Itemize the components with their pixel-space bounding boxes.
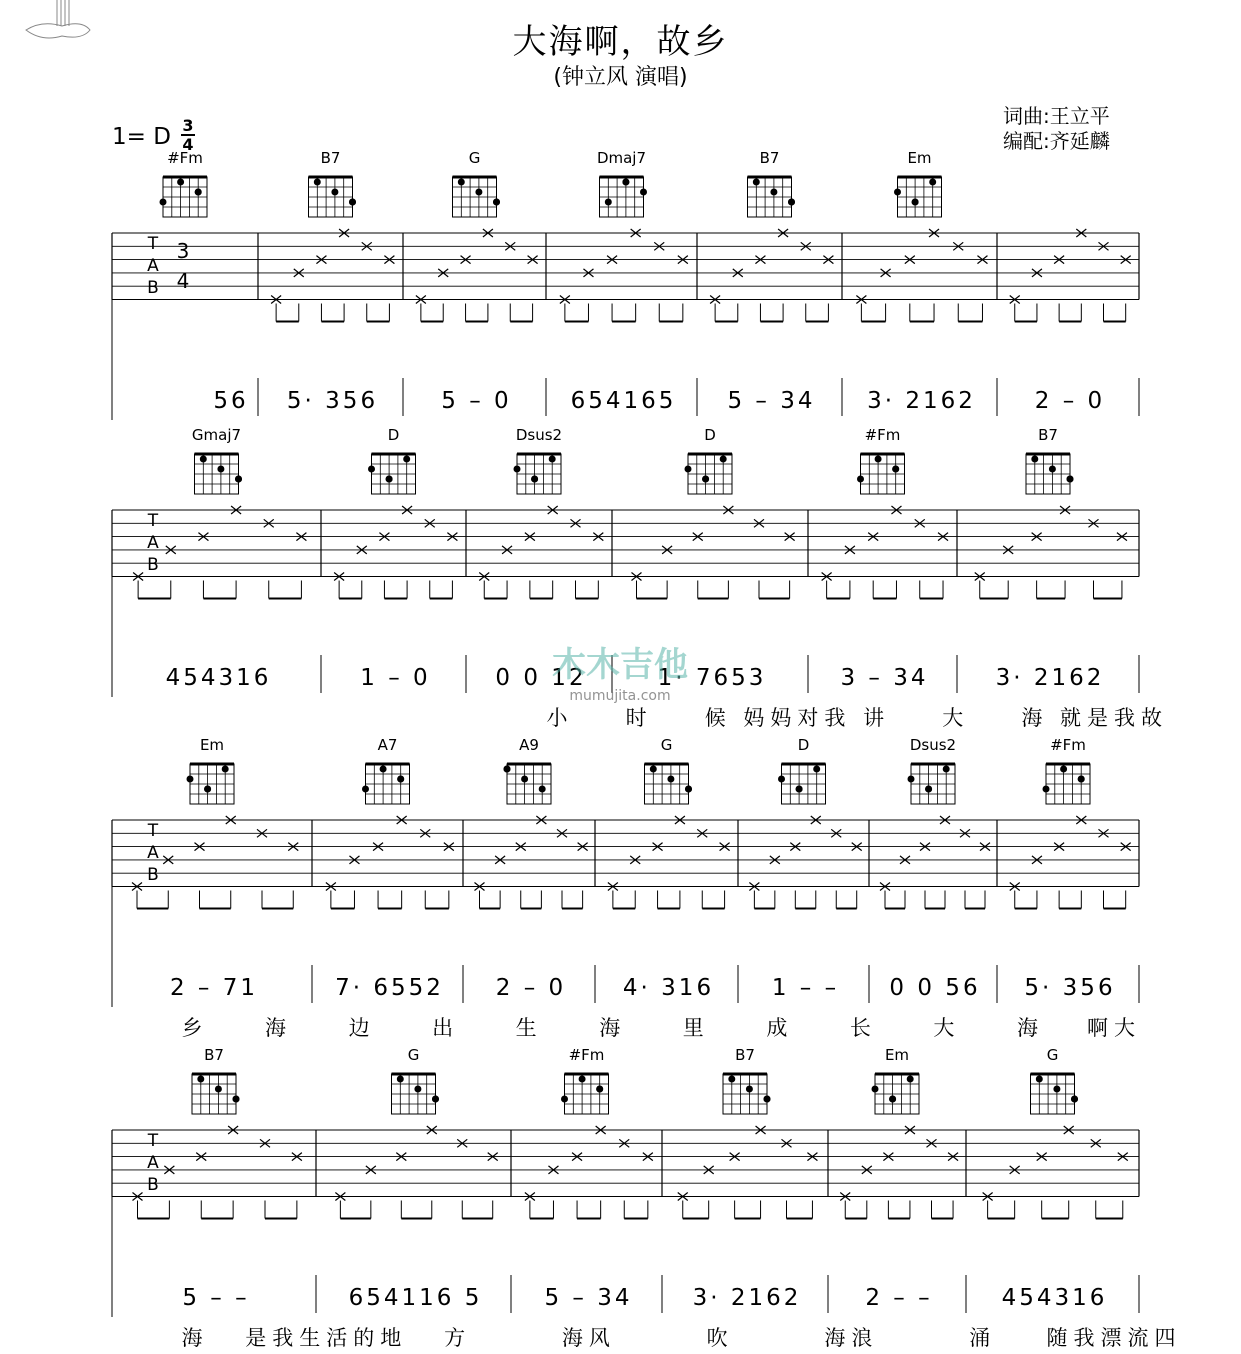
tab-letter: A — [147, 843, 159, 863]
chord-dot — [217, 466, 224, 473]
chord-name: A9 — [519, 736, 539, 754]
numbered-notation: 654116 5 — [348, 1285, 483, 1311]
tab-letter: B — [147, 278, 159, 298]
chord-dot — [531, 476, 538, 483]
numbered-notation: 4· 316 — [622, 975, 715, 1001]
chord-dot — [403, 456, 410, 463]
chord-dot — [685, 466, 692, 473]
numbered-notation: 5· 356 — [286, 388, 379, 414]
lyric: 海风 — [561, 1326, 616, 1350]
chord-dot — [493, 199, 500, 206]
watermark — [552, 645, 688, 704]
chord-dot — [894, 189, 901, 196]
chord-dot — [770, 189, 777, 196]
numbered-notation: 5 – – — [182, 1285, 250, 1311]
lyric: 妈妈对我 — [743, 706, 852, 730]
song-subtitle: (钟立风 演唱) — [553, 65, 688, 90]
chord-dot — [222, 766, 229, 773]
numbered-notation: 654165 — [570, 388, 677, 414]
chord-dot — [622, 179, 629, 186]
time-sig-bottom: 4 — [182, 135, 194, 154]
chord-dot — [1049, 466, 1056, 473]
chord-dot — [702, 476, 709, 483]
chord-name: B7 — [320, 149, 341, 167]
chord-name: B7 — [204, 1046, 224, 1064]
chord-dot — [1031, 456, 1038, 463]
numbered-notation: 5· 356 — [1024, 975, 1116, 1001]
chord-name: B7 — [735, 1046, 755, 1064]
chord-name: G — [468, 149, 481, 167]
chord-dot — [889, 1096, 896, 1103]
chord-dot — [195, 189, 202, 196]
numbered-notation: 2 – 0 — [495, 975, 567, 1001]
chord-name: B7 — [1038, 426, 1058, 444]
numbered-notation: 2 – 71 — [169, 975, 259, 1001]
lyric: 出 — [432, 1016, 460, 1040]
numbered-notation: 0 0 12 — [495, 665, 587, 691]
chord-dot — [943, 766, 950, 773]
chord-dot — [215, 1086, 222, 1093]
numbered-notation: 56 — [213, 388, 249, 414]
chord-dot — [521, 776, 528, 783]
chord-name: #Fm — [568, 1046, 605, 1064]
chord-dot — [908, 776, 915, 783]
chord-dot — [796, 786, 803, 793]
chord-name: Em — [199, 736, 225, 754]
lyric: 小 — [546, 706, 574, 730]
tab-letter: B — [147, 865, 159, 885]
lyric: 吹 — [706, 1326, 734, 1350]
lyric: 海浪 — [824, 1326, 879, 1350]
chord-dot — [788, 199, 795, 206]
lyric: 就是我故 — [1060, 706, 1168, 730]
chord-name: Dsus2 — [515, 426, 563, 444]
chord-dot — [197, 1076, 204, 1083]
chord-name: #Fm — [1050, 736, 1086, 754]
chord-dot — [475, 189, 482, 196]
chord-name: Gmaj7 — [191, 426, 242, 444]
chord-dot — [640, 189, 647, 196]
chord-dot — [349, 199, 356, 206]
chord-dot — [362, 786, 369, 793]
time-sig-top: 3 — [182, 116, 194, 135]
lyric: 海 — [181, 1326, 209, 1350]
lyric: 海 — [599, 1016, 627, 1040]
lyric: 乡 — [181, 1016, 209, 1040]
lyric: 海 — [265, 1016, 293, 1040]
numbered-notation: 3· 2162 — [867, 388, 976, 414]
lyric: 生 — [515, 1016, 543, 1040]
chord-name: G — [660, 736, 673, 754]
chord-dot — [875, 456, 882, 463]
numbered-notation: 3 – 34 — [840, 665, 929, 691]
chord-dot — [458, 179, 465, 186]
chord-dot — [204, 786, 211, 793]
credit-lyrics-music: 词曲:王立平 — [1003, 104, 1110, 128]
chord-dot — [685, 786, 692, 793]
chord-dot — [778, 776, 785, 783]
chord-name: A7 — [377, 736, 398, 754]
chord-dot — [720, 456, 727, 463]
lyric: 大 — [942, 706, 970, 730]
chord-dot — [331, 189, 338, 196]
lyric: 长 — [849, 1016, 877, 1040]
numbered-notation: 5 – 34 — [544, 1285, 633, 1311]
numbered-notation: 0 0 56 — [889, 975, 981, 1001]
chord-dot — [1067, 476, 1074, 483]
lyric: 是我生活的地 — [245, 1326, 408, 1350]
chord-dot — [380, 766, 387, 773]
tab-letter: B — [147, 555, 159, 575]
chord-dot — [929, 179, 936, 186]
song-title: 大海啊，故乡 — [512, 22, 729, 62]
chord-dot — [605, 199, 612, 206]
chord-name: G — [1046, 1046, 1059, 1064]
key-signature: 1= D — [112, 124, 171, 150]
chord-dot — [753, 179, 760, 186]
chord-dot — [925, 786, 932, 793]
lyric: 海 — [1021, 706, 1049, 730]
chord-dot — [414, 1086, 421, 1093]
chord-dot — [764, 1096, 771, 1103]
chord-dot — [368, 466, 375, 473]
chord-dot — [233, 1096, 240, 1103]
chord-name: Dsus2 — [909, 736, 957, 754]
lyric: 海 — [1016, 1016, 1044, 1040]
chord-dot — [561, 1096, 568, 1103]
numbered-notation: 2 – 0 — [1034, 388, 1106, 414]
lyric: 候 — [704, 706, 732, 730]
chord-dot — [397, 1076, 404, 1083]
tab-letter: T — [147, 234, 159, 254]
lyric: 随我漂流四 — [1046, 1326, 1182, 1350]
tab-letter: A — [147, 533, 159, 553]
chord-name: B7 — [759, 149, 780, 167]
tab-letter: T — [147, 821, 159, 841]
numbered-notation: 1 – 0 — [360, 665, 431, 691]
chord-name: D — [704, 426, 716, 444]
numbered-notation: 3· 2162 — [692, 1285, 802, 1311]
chord-dot — [432, 1096, 439, 1103]
numbered-notation: 454316 — [1001, 1285, 1108, 1311]
chord-dot — [539, 786, 546, 793]
chord-dot — [386, 476, 393, 483]
watermark-url: mumujita.com — [569, 688, 671, 704]
chord-name: #Fm — [864, 426, 901, 444]
chord-dot — [235, 476, 242, 483]
lyric: 大 — [933, 1016, 961, 1040]
tab-letter: T — [147, 511, 159, 531]
chord-name: Em — [884, 1046, 910, 1064]
chord-dot — [857, 476, 864, 483]
chord-dot — [177, 179, 184, 186]
chord-dot — [650, 766, 657, 773]
chord-name: Dmaj7 — [596, 149, 647, 167]
chord-dot — [160, 199, 167, 206]
numbered-notation: 2 – – — [865, 1285, 933, 1311]
chord-dot — [579, 1076, 586, 1083]
chord-dot — [504, 766, 511, 773]
lyric: 啊大 — [1087, 1016, 1141, 1040]
chord-dot — [912, 199, 919, 206]
chord-name: #Fm — [167, 149, 203, 167]
chord-dot — [746, 1086, 753, 1093]
chord-dot — [200, 456, 207, 463]
chord-dot — [1060, 766, 1067, 773]
tab-letter: T — [147, 1131, 159, 1151]
chord-dot — [813, 766, 820, 773]
tab-letter: B — [147, 1175, 159, 1195]
chord-dot — [397, 776, 404, 783]
numbered-notation: 5 – 0 — [441, 388, 512, 414]
lyric: 方 — [444, 1326, 472, 1350]
numbered-notation: 1 – – — [771, 975, 840, 1001]
chord-dot — [872, 1086, 879, 1093]
tab-time-top: 3 — [176, 239, 190, 263]
lyric: 涌 — [969, 1326, 997, 1350]
credit-arranger: 编配:齐延麟 — [1003, 129, 1110, 153]
chord-name: D — [387, 426, 400, 444]
chord-dot — [596, 1086, 603, 1093]
tab-system-1 — [112, 149, 1139, 420]
chord-dot — [1071, 1096, 1078, 1103]
lyric: 讲 — [863, 706, 891, 730]
chord-name: Em — [907, 149, 932, 167]
numbered-notation: 5 – 34 — [727, 388, 816, 414]
tab-letter: A — [147, 1153, 159, 1173]
chord-name: G — [407, 1046, 420, 1064]
lyric: 里 — [682, 1016, 710, 1040]
chord-dot — [314, 179, 321, 186]
tab-time-bottom: 4 — [176, 269, 190, 293]
tab-letter: A — [147, 256, 159, 276]
chord-dot — [1078, 776, 1085, 783]
chord-dot — [667, 776, 674, 783]
chord-dot — [728, 1076, 735, 1083]
watermark-brand: 木木吉他 — [552, 645, 688, 685]
chord-dot — [1043, 786, 1050, 793]
chord-dot — [549, 456, 556, 463]
numbered-notation: 1· 7653 — [657, 665, 767, 691]
numbered-notation: 7· 6552 — [335, 975, 444, 1001]
numbered-notation: 3· 2162 — [995, 665, 1105, 691]
tab-system-4 — [112, 1046, 1182, 1350]
lyric: 边 — [348, 1016, 376, 1040]
chord-dot — [892, 466, 899, 473]
chord-dot — [514, 466, 521, 473]
chord-dot — [1053, 1086, 1060, 1093]
numbered-notation: 454316 — [165, 665, 272, 691]
lyric: 时 — [625, 706, 653, 730]
chord-name: D — [797, 736, 810, 754]
chord-dot — [1036, 1076, 1043, 1083]
tab-system-3 — [112, 736, 1141, 1040]
chord-dot — [187, 776, 194, 783]
lyric: 成 — [766, 1016, 794, 1040]
chord-dot — [907, 1076, 914, 1083]
